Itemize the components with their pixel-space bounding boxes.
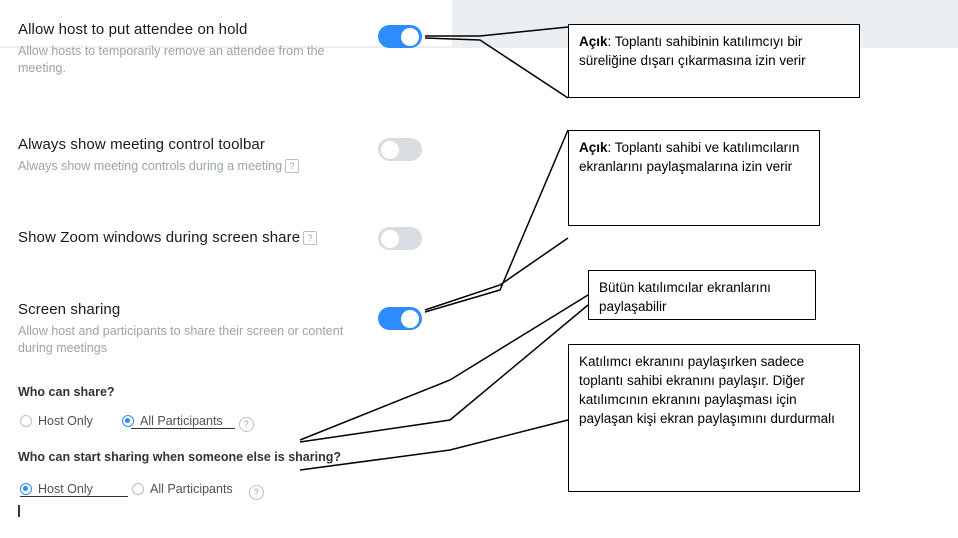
annotation-text: Bütün katılımcılar ekranlarını paylaşabilir xyxy=(599,280,771,314)
toggle-knob xyxy=(381,230,399,248)
help-circle-icon[interactable]: ? xyxy=(239,417,254,432)
radio-label: All Participants xyxy=(140,414,223,428)
toggle-knob xyxy=(401,28,419,46)
radio-label: Host Only xyxy=(38,414,93,428)
annotation-text: Katılımcı ekranını paylaşırken sadece toplantı sahibi ekranını paylaşır. Diğer katılımcının ekranını paylaşması için paylaşan kişi ekran paylaşımını durdurmalı xyxy=(579,354,835,426)
setting-description: Allow host and participants to share their screen or content during meetings xyxy=(18,324,344,355)
radio-option-host-only-start[interactable] xyxy=(20,482,109,496)
who-can-share-group xyxy=(18,385,448,399)
radio-option-all-participants-share[interactable] xyxy=(122,414,254,432)
underline-decoration xyxy=(20,496,128,497)
annotation-strong: Açık xyxy=(579,34,608,49)
who-can-start-sharing-label: Who can start sharing when someone else is sharing? xyxy=(18,450,341,464)
radio-icon[interactable] xyxy=(20,415,32,427)
setting-title-text: Show Zoom windows during screen share xyxy=(18,229,301,246)
setting-description-text: Always show meeting controls during a meeting xyxy=(18,159,283,173)
annotation-screen-share-permission xyxy=(568,130,820,226)
who-can-share-label: Who can share? xyxy=(18,385,115,399)
help-square-icon[interactable]: ? xyxy=(285,159,299,173)
radio-icon[interactable] xyxy=(20,483,32,495)
toggle-screen-sharing[interactable] xyxy=(378,307,422,330)
radio-option-all-participants-start[interactable] xyxy=(132,482,264,500)
toggle-always-show-toolbar[interactable] xyxy=(378,138,422,161)
annotation-all-participants-share xyxy=(588,270,816,320)
toggle-show-zoom-windows[interactable] xyxy=(378,227,422,250)
annotation-strong: Açık xyxy=(579,140,608,155)
annotation-text: : Toplantı sahibi ve katılımcıların ekranlarını paylaşmalarına izin verir xyxy=(579,140,800,174)
toggle-knob xyxy=(401,310,419,328)
setting-title: Screen sharing xyxy=(18,301,121,318)
annotation-allow-host-hold xyxy=(568,24,860,98)
settings-panel xyxy=(0,0,470,538)
radio-icon[interactable] xyxy=(122,415,134,427)
setting-title: Always show meeting control toolbar xyxy=(18,136,265,153)
radio-label: All Participants xyxy=(150,482,233,496)
annotation-host-only-start-sharing xyxy=(568,344,860,492)
toggle-knob xyxy=(381,141,399,159)
help-square-icon[interactable]: ? xyxy=(303,231,317,245)
help-circle-icon[interactable]: ? xyxy=(249,485,264,500)
cursor-decoration xyxy=(18,505,20,517)
radio-label: Host Only xyxy=(38,482,93,496)
setting-title: Allow host to put attendee on hold xyxy=(18,21,248,38)
toggle-allow-host-hold[interactable] xyxy=(378,25,422,48)
radio-option-host-only-share[interactable] xyxy=(20,414,109,428)
underline-decoration xyxy=(131,428,235,429)
who-can-start-sharing-group xyxy=(18,450,448,464)
radio-icon[interactable] xyxy=(132,483,144,495)
annotation-text: : Toplantı sahibinin katılımcıyı bir süreliğine dışarı çıkarmasına izin verir xyxy=(579,34,806,68)
setting-description: Allow hosts to temporarily remove an attendee from the meeting. xyxy=(18,44,325,75)
setting-description xyxy=(18,158,348,175)
